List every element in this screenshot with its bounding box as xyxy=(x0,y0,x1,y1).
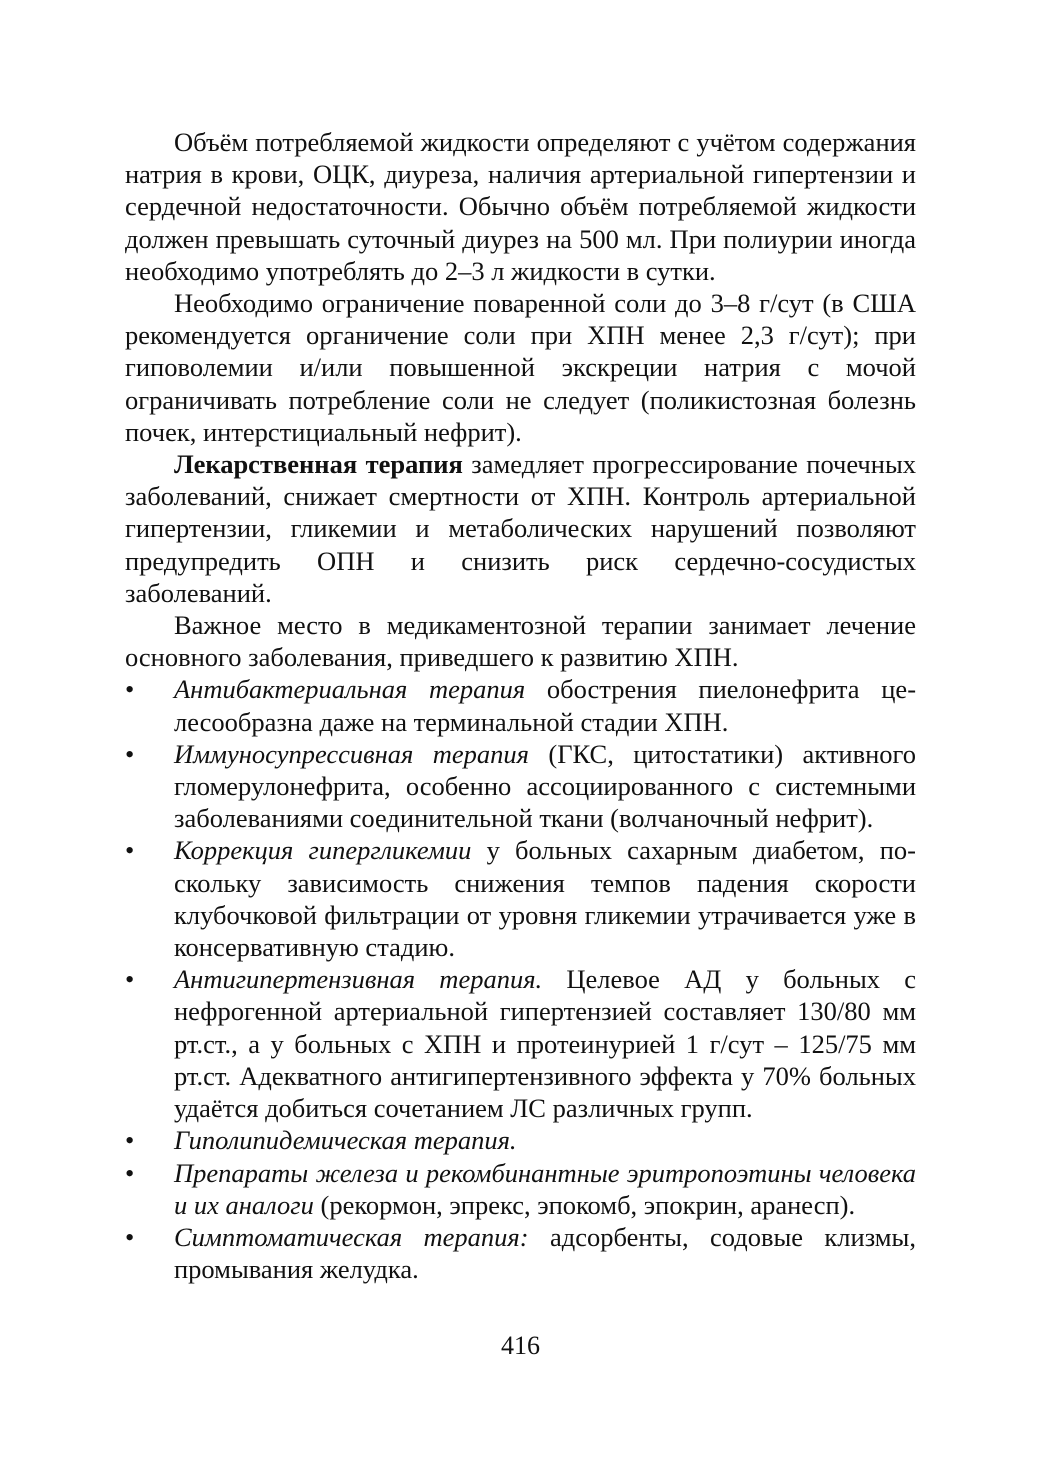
list-item xyxy=(125,834,916,963)
list-item-text: (ГКС, цитостатики) активного гломерулонефрита, особенно ассоциированного с системными заболеваниями соединительной ткани (волчаночный нефрит). xyxy=(174,738,916,834)
italic-term: Препараты железа и рекомбинантные эритропоэтины человека и их аналоги xyxy=(174,1157,916,1220)
list-item-text: Целевое АД у больных с нефрогенной артериальной гипертензией составляет 130/80 мм рт.ст., а у больных с ХПН и протеинурией 1 г/сут – 125/75 мм рт.ст. Адекватного антигипертензивного эффекта у 70% больных удаётся добиться сочетанием ЛС различных групп. xyxy=(174,964,916,1124)
bullet-icon: • xyxy=(125,738,135,769)
italic-term: Антибактериальная терапия xyxy=(174,674,526,705)
list-item-text: адсорбенты, содовые клизмы, промывания желудка. xyxy=(174,1221,916,1285)
italic-term: Иммуносупрессивная терапия xyxy=(174,738,529,769)
italic-term: Антигипертензивная терапия. xyxy=(174,964,543,995)
list-item xyxy=(125,1221,916,1285)
bullet-icon: • xyxy=(125,674,135,705)
paragraph-main-disease xyxy=(125,609,916,673)
paragraph-text: Объём потребляемой жидкости определяют с учётом содержания натрия в крови, ОЦК, диуреза, наличия артериальной гипертензии и сердечной недостаточности. Обычно объём потребляемой жидкости должен превышать суточный диурез на 500 мл. При полиурии иногда необходимо употреблять до 2–3 л жидкости в сутки. xyxy=(125,127,916,286)
list-item-text: (рекормон, эпрекс, эпокомб, эпокрин, аранесп). xyxy=(313,1189,856,1220)
paragraph-text: замедляет прогрессирование почечных заболеваний, снижает смертности от ХПН. Контроль артериальной гипертензии, гликемии и метаболических нарушений позволяют предупредить ОПН и снизить риск сердечно-сосудистых заболеваний. xyxy=(125,449,916,608)
paragraph-text: Необходимо ограничение поваренной соли до 3–8 г/сут (в США рекомендуется органичение соли при ХПН менее 2,3 г/сут); при гиповолемии и/или повышенной экскреции натрия с мочой ограничивать потребление соли не следует (поликистозная болезнь почек, интерстициальный нефрит). xyxy=(125,288,916,447)
paragraph-text: Важное место в медикаментозной терапии занимает лечение основного заболевания, приведшего к развитию ХПН. xyxy=(125,610,916,673)
paragraph-fluid-intake xyxy=(125,126,916,287)
list-item xyxy=(125,738,916,835)
list-item xyxy=(125,963,916,1124)
italic-term: Симптоматическая терапия: xyxy=(174,1221,529,1252)
page-number: 416 xyxy=(501,1331,540,1360)
list-item-text: у больных сахарным диабетом, поскольку зависимость снижения темпов падения скорости клубочковой фильтрации от уровня гликемии утрачивается уже в консервативную стадию. xyxy=(174,835,916,963)
bold-term: Лекарственная терапия xyxy=(174,449,463,480)
bullet-icon: • xyxy=(125,1125,135,1156)
italic-term: Гиполипидемическая терапия. xyxy=(174,1125,517,1156)
paragraph-drug-therapy xyxy=(125,448,916,609)
italic-term: Коррекция гипергликемии xyxy=(174,835,472,866)
therapy-list xyxy=(125,673,916,1285)
list-item xyxy=(125,1124,916,1156)
bullet-icon: • xyxy=(125,835,135,866)
list-item xyxy=(125,1157,916,1221)
paragraph-salt-restriction xyxy=(125,287,916,448)
list-item-text: обострения пиелонефрита целесообразна даже на терминальной стадии ХПН. xyxy=(174,674,917,737)
bullet-icon: • xyxy=(125,1157,135,1188)
bullet-icon: • xyxy=(125,1221,135,1252)
list-item xyxy=(125,673,916,737)
page-content xyxy=(125,126,916,1285)
bullet-icon: • xyxy=(125,964,135,995)
